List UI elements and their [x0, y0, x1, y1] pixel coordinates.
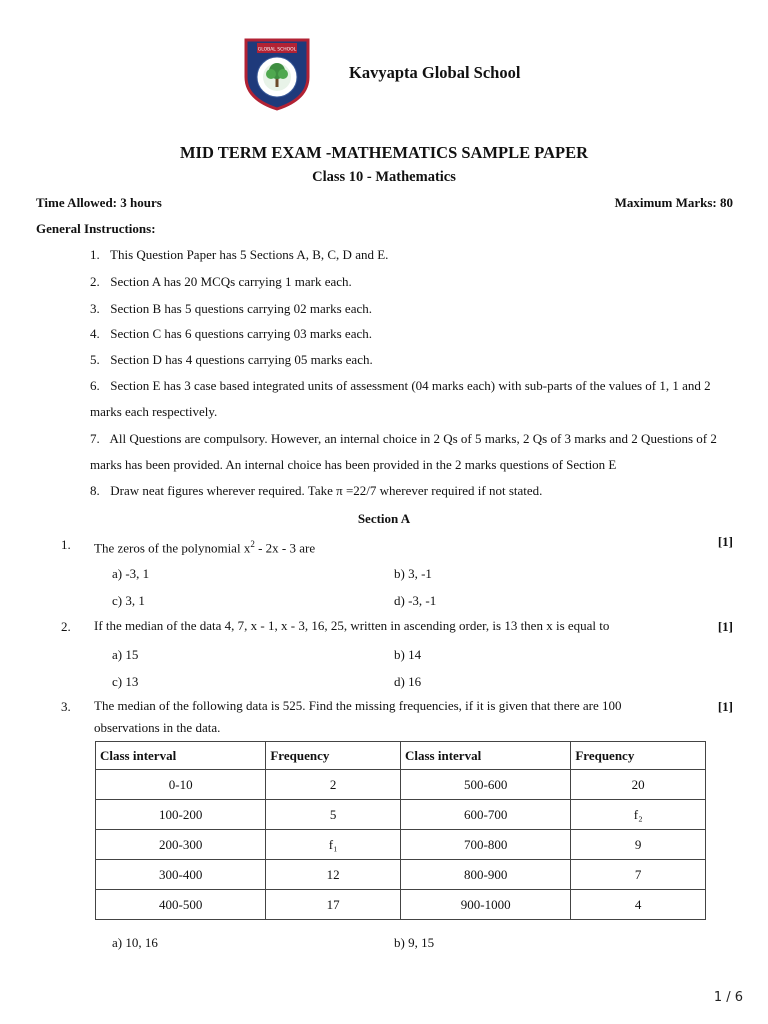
- exponent: 2: [250, 539, 255, 549]
- instruction-number: 1.: [90, 247, 100, 262]
- instructions-heading: General Instructions:: [36, 221, 156, 236]
- school-name: Kavyapta Global School: [349, 63, 521, 82]
- instruction-number: 3.: [90, 301, 100, 316]
- option-c: c) 3, 1: [112, 593, 145, 608]
- instruction-text: Section D has 4 questions carrying 05 marks each.: [110, 352, 373, 367]
- instruction-item: [90, 426, 735, 478]
- instruction-item: [90, 347, 735, 373]
- instruction-number: 6.: [90, 378, 100, 393]
- table-row: [96, 770, 706, 800]
- question-text: The median of the following data is 525. Find the missing frequencies, if it is given that there are 100 observations in the data.: [94, 698, 622, 735]
- section-a-title: Section A: [357, 511, 411, 526]
- table-cell: 300-400: [96, 860, 266, 890]
- table-cell: 2: [266, 770, 401, 800]
- table-cell: 600-700: [400, 800, 570, 830]
- option-a: a) 10, 16: [112, 935, 158, 950]
- table-header: Frequency: [266, 742, 401, 770]
- instruction-item: [90, 269, 735, 295]
- instruction-text: Draw neat figures wherever required. Take π =22/7 wherever required if not stated.: [110, 483, 543, 498]
- instruction-text: Section B has 5 questions carrying 02 marks each.: [110, 301, 372, 316]
- instruction-number: 7.: [90, 431, 100, 446]
- instruction-number: 5.: [90, 352, 100, 367]
- table-cell: 500-600: [400, 770, 570, 800]
- table-cell: 20: [571, 770, 706, 800]
- frequency-table: [95, 741, 706, 920]
- instruction-item: [90, 478, 735, 504]
- table-cell: 7: [571, 860, 706, 890]
- logo-text: GLOBAL SCHOOL: [257, 47, 297, 53]
- option-d: d) 16: [394, 674, 422, 689]
- table-cell: 9: [571, 830, 706, 860]
- school-logo: [243, 37, 311, 111]
- question-text: [94, 533, 694, 559]
- table-row: [96, 800, 706, 830]
- instruction-text: This Question Paper has 5 Sections A, B, C, D and E.: [110, 247, 389, 262]
- instruction-text: Section A has 20 MCQs carrying 1 mark each.: [110, 274, 352, 289]
- instruction-text: All Questions are compulsory. However, an internal choice in 2 Qs of 5 marks, 2 Qs of 3 marks and 2 Questions of 2 marks has been provided. An internal choice has been provided in the 2 marks questions of Section E: [90, 431, 717, 472]
- option-b: b) 14: [394, 647, 422, 662]
- instruction-item: [90, 373, 735, 425]
- question-marks: [1]: [717, 534, 733, 549]
- table-cell: 12: [266, 860, 401, 890]
- option-a: a) 15: [112, 647, 139, 662]
- table-cell: 17: [266, 890, 401, 920]
- instruction-number: 4.: [90, 326, 100, 341]
- table-header: Class interval: [400, 742, 570, 770]
- maximum-marks: Maximum Marks: 80: [614, 195, 733, 210]
- question-number: 1.: [61, 537, 71, 552]
- option-a: a) -3, 1: [112, 566, 150, 581]
- table-header: Frequency: [571, 742, 706, 770]
- instruction-number: 8.: [90, 483, 100, 498]
- table-cell: f₁: [266, 830, 401, 860]
- question-text: If the median of the data 4, 7, x - 1, x - 3, 16, 25, written in ascending order, is 13 then x is equal to: [94, 618, 610, 633]
- table-cell: 200-300: [96, 830, 266, 860]
- instruction-item: [90, 296, 735, 322]
- table-cell: 900-1000: [400, 890, 570, 920]
- table-cell: 0-10: [96, 770, 266, 800]
- table-cell: 4: [571, 890, 706, 920]
- instruction-text: Section E has 3 case based integrated units of assessment (04 marks each) with sub-parts of the values of 1, 1 and 2 marks each respectively.: [90, 378, 711, 419]
- table-header: Class interval: [96, 742, 266, 770]
- table-row: [96, 890, 706, 920]
- table-header-row: [96, 742, 706, 770]
- question-number: 3.: [61, 699, 71, 714]
- question-text-part: The zeros of the polynomial x: [94, 540, 251, 556]
- instruction-number: 2.: [90, 274, 100, 289]
- time-allowed: Time Allowed: 3 hours: [36, 195, 162, 210]
- table-cell: f₂: [571, 800, 706, 830]
- option-d: d) -3, -1: [394, 593, 437, 608]
- table-row: [96, 860, 706, 890]
- table-cell: 800-900: [400, 860, 570, 890]
- question-text-part: - 2x - 3 are: [254, 540, 316, 556]
- instruction-item: [90, 242, 735, 268]
- option-c: c) 13: [112, 674, 139, 689]
- question-marks: [1]: [717, 619, 733, 634]
- table-cell: 700-800: [400, 830, 570, 860]
- instruction-text: Section C has 6 questions carrying 03 marks each.: [110, 326, 372, 341]
- instruction-item: [90, 321, 735, 347]
- class-title: Class 10 - Mathematics: [312, 169, 456, 185]
- option-b: b) 9, 15: [394, 935, 435, 950]
- question-marks: [1]: [717, 699, 733, 714]
- table-cell: 100-200: [96, 800, 266, 830]
- option-b: b) 3, -1: [394, 566, 432, 581]
- page-number: 1 / 6: [713, 990, 743, 1005]
- exam-title: MID TERM EXAM -MATHEMATICS SAMPLE PAPER: [179, 143, 589, 162]
- table-row: [96, 830, 706, 860]
- table-cell: 400-500: [96, 890, 266, 920]
- question-number: 2.: [61, 619, 71, 634]
- table-cell: 5: [266, 800, 401, 830]
